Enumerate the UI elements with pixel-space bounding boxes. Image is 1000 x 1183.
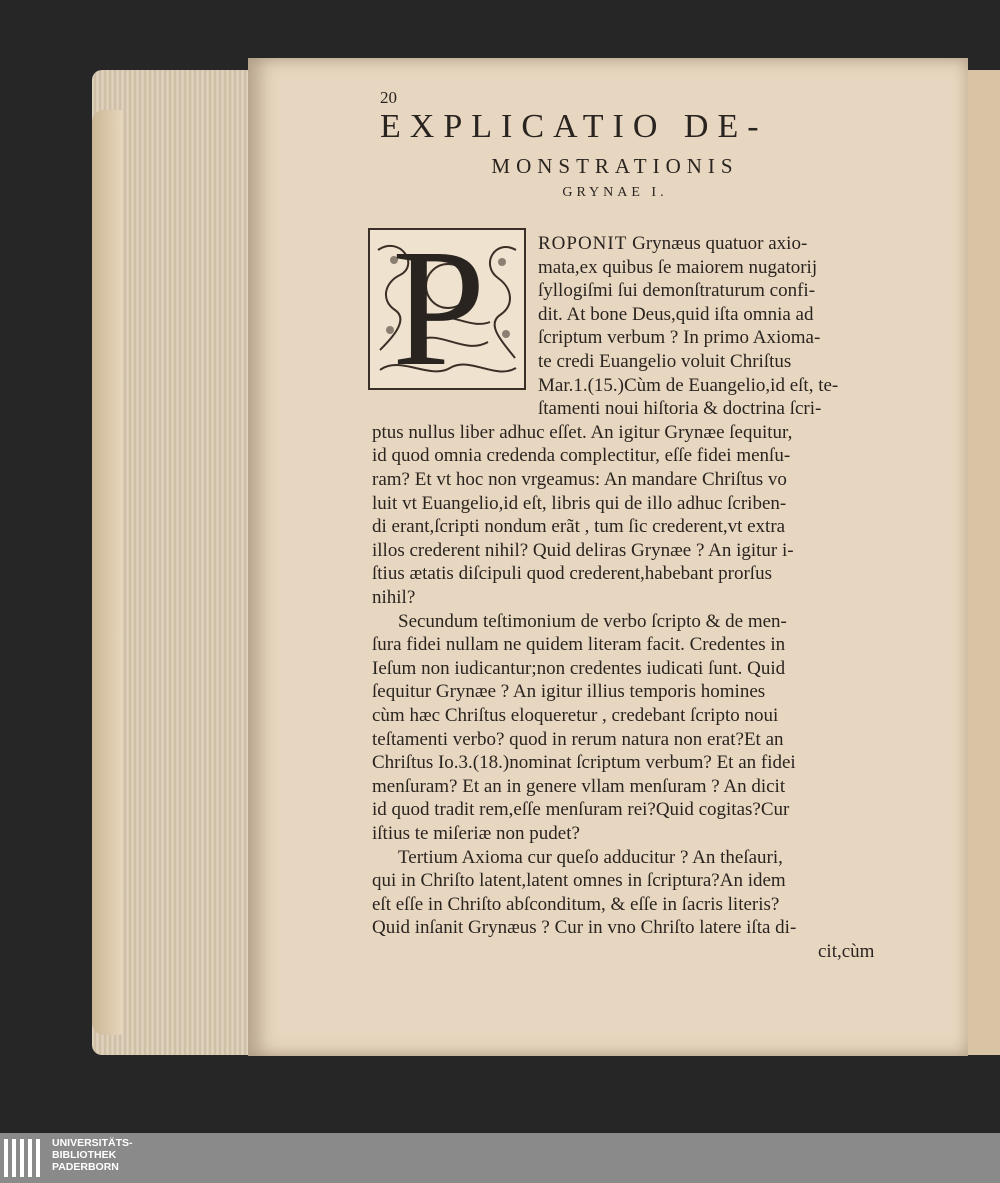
text-line: te credi Euangelio voluit Chriſtus bbox=[538, 351, 792, 372]
logo-line-3: PADERBORN bbox=[52, 1161, 119, 1173]
drop-cap-letter: P bbox=[392, 215, 486, 401]
page-number: 20 bbox=[380, 88, 397, 107]
lead-word: ROPONIT bbox=[538, 233, 628, 254]
text-line: ſura fidei nullam ne quidem literam facit. Credentes in bbox=[372, 634, 786, 655]
text-line: ſyllogiſmi ſui demonſtraturum confi- bbox=[538, 280, 816, 301]
text-line: di erant,ſcripti nondum erãt , tum ſic crederent,vt extra bbox=[372, 516, 786, 537]
text-line: Chriſtus Io.3.(18.)nominat ſcriptum verbum? Et an fidei bbox=[372, 752, 796, 773]
text-line: eſt eſſe in Chriſto abſconditum, & eſſe in ſacris literis? bbox=[372, 894, 780, 915]
text-line bbox=[538, 232, 807, 256]
text-line: ptus nullus liber adhuc eſſet. An igitur Grynæe ſequitur, bbox=[372, 422, 793, 443]
text-line: mata,ex quibus ſe maiorem nugatorij bbox=[538, 257, 818, 278]
text-line: id quod tradit rem,eſſe menſuram rei?Quid cogitas?Cur bbox=[372, 799, 790, 820]
text-line: ſtius ætatis diſcipuli quod crederent,habebant prorſus bbox=[372, 563, 772, 584]
text-line: luit vt Euangelio,id eſt, libris qui de illo adhuc ſcriben- bbox=[372, 493, 787, 514]
text-line: Mar.1.(15.)Cùm de Euangelio,id eſt, te- bbox=[538, 375, 839, 396]
library-footer bbox=[0, 1133, 1000, 1183]
text-line: Quid inſanit Grynæus ? Cur in vno Chriſto latere iſta di- bbox=[372, 917, 797, 938]
page-stack-fore-edge bbox=[92, 110, 122, 1035]
text-line: Tertium Axioma cur queſo adducitur ? An theſauri, bbox=[398, 847, 783, 868]
title-line-2: MONSTRATIONIS bbox=[491, 154, 739, 178]
text-line: id quod omnia credenda complectitur, eſſe fidei menſu- bbox=[372, 445, 791, 466]
line-text: Grynæus quatuor axio- bbox=[627, 233, 808, 254]
text-line: Secundum teſtimonium de verbo ſcripto & de men- bbox=[398, 611, 787, 632]
text-line: cit,cùm bbox=[818, 941, 875, 962]
text-line: qui in Chriſto latent,latent omnes in ſcriptura?An idem bbox=[372, 870, 786, 891]
text-line: ram? Et vt hoc non vrgeamus: An mandare Chriſtus vo bbox=[372, 469, 787, 490]
text-line: ſequitur Grynæe ? An igitur illius temporis homines bbox=[372, 681, 766, 702]
text-line: Ieſum non iudicantur;non credentes iudicati ſunt. Quid bbox=[372, 658, 786, 679]
text-line: teſtamenti verbo? quod in rerum natura non erat?Et an bbox=[372, 729, 784, 750]
logo-line-2: BIBLIOTHEK bbox=[52, 1149, 117, 1161]
library-logo-text bbox=[52, 1137, 133, 1173]
text-line: nihil? bbox=[372, 587, 416, 608]
text-line: menſuram? Et an in genere vllam menſuram ? An dicit bbox=[372, 776, 786, 797]
logo-line-1: UNIVERSITÄTS- bbox=[52, 1137, 133, 1149]
text-line: ſcriptum verbum ? In primo Axioma- bbox=[538, 327, 821, 348]
text-line: ſtamenti noui hiſtoria & doctrina ſcri- bbox=[538, 398, 822, 419]
text-line: dit. At bone Deus,quid iſta omnia ad bbox=[538, 304, 814, 325]
title-line-3: GRYNAE I. bbox=[562, 185, 668, 200]
text-line: cùm hæc Chriſtus eloqueretur , credebant ſcripto noui bbox=[372, 705, 779, 726]
decorated-initial bbox=[368, 215, 526, 401]
text-line: iſtius te miſeriæ non pudet? bbox=[372, 823, 580, 844]
library-logo-icon bbox=[4, 1139, 46, 1177]
text-line: illos crederent nihil? Quid deliras Grynæe ? An igitur i- bbox=[372, 540, 794, 561]
title-line-1: EXPLICATIO DE- bbox=[380, 108, 768, 145]
